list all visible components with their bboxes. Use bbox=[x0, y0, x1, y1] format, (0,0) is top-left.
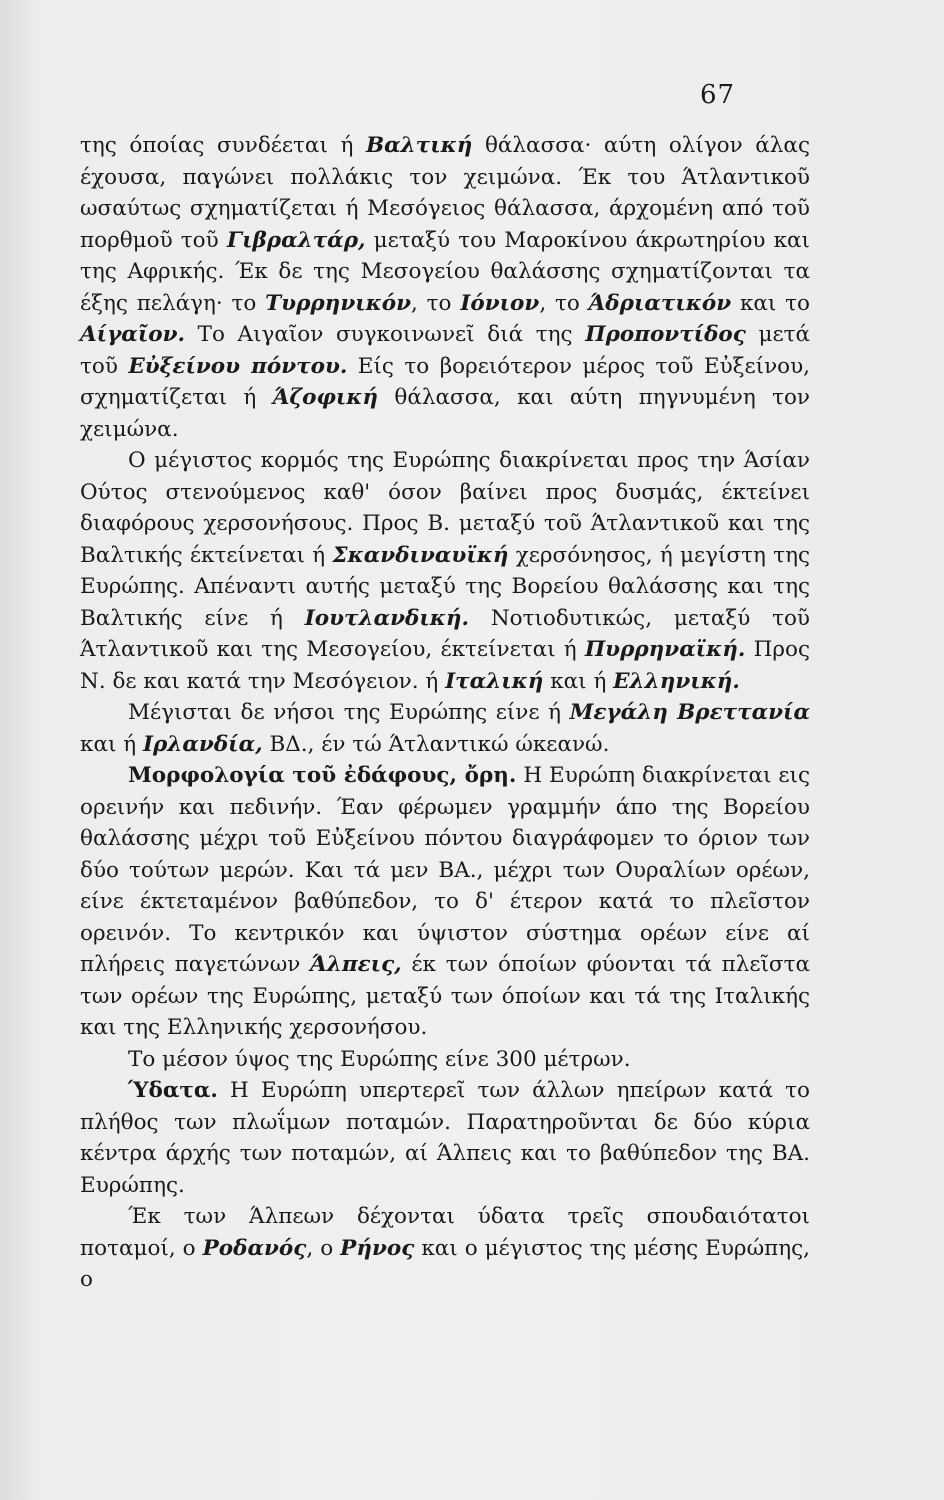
paragraph-peninsulas bbox=[80, 445, 810, 697]
text-run: Το μέσον ύψος της Ευρώπης είνε 300 μέτρων. bbox=[128, 1046, 631, 1072]
text-run: μεταξύ του Μαροκίνου άκρωτηρίου και της Αφρικής. Έκ δε της Μεσογείου θαλάσσης σχηματίζονται τα έξης πελάγη· το bbox=[80, 227, 810, 316]
text-run: και ο μέγιστος της μέσης Ευρώπης, ο bbox=[80, 1235, 810, 1292]
section-heading-waters: Ύδατα. bbox=[128, 1078, 218, 1103]
term-italian: Ιταλική bbox=[445, 668, 544, 694]
term-aegean: Αίγαῖον. bbox=[80, 322, 185, 347]
text-run: , το bbox=[539, 290, 589, 316]
term-rhine: Ρήνος bbox=[340, 1235, 415, 1261]
section-heading-morphology: Μορφολογία τοῦ ἐδάφους, ὄρη. bbox=[128, 763, 517, 788]
term-euxine: Εὐξείνου πόντου. bbox=[128, 353, 348, 379]
text-run: μετά τοῦ bbox=[80, 322, 811, 379]
term-rhone: Ροδανός bbox=[202, 1235, 307, 1261]
term-scandinavian: Σκανδιναυϊκή bbox=[332, 542, 509, 568]
term-pyrenean: Πυρρηναϊκή. bbox=[584, 637, 746, 662]
text-run: θάλασσα· αύτη ολίγον άλας έχουσα, παγώνει πολλάκις τον χειμώνα. Έκ του Άτλαντικοῦ ωσαύτως σχηματίζεται ή Μεσόγειος θάλασσα, άρχομένη από τοῦ πορθμοῦ τοῦ bbox=[80, 133, 810, 253]
paragraph-seas bbox=[80, 130, 810, 445]
text-run: και ή bbox=[80, 731, 143, 757]
paragraph-morphology bbox=[80, 760, 810, 1044]
text-run: Η Ευρώπη διακρίνεται εις ορεινήν και πεδινήν. Έαν φέρωμεν γραμμήν άπο της Βορείου θαλάσσης μέχρι τοῦ Εὐξείνου πόντου διαγράφομεν το όριον των δύο τούτων μερών. Και τά μεν ΒΑ., μέχρι των Ουραλίων ορέων, είνε έκτεταμένον βαθύπεδον, το δ' έτερον κατά το πλεῖστον ορεινόν. Το κεντρικόν και ύψιστον σύστημα ορέων είνε αί πλήρεις παγετώνων bbox=[80, 763, 810, 977]
term-baltic: Βαλτική bbox=[365, 133, 473, 158]
text-run: Η Ευρώπη υπερτερεῖ των άλλων ηπείρων κατά το πλήθος των πλωΐμων ποταμών. Παρατηροῦνται δε δύο κύρια κέντρα άρχής των ποταμών, αί Άλπεις και το βαθύπεδον της ΒΑ. Ευρώπης. bbox=[80, 1078, 810, 1198]
term-adriatic: Άδριατικόν bbox=[588, 290, 732, 316]
term-propontis: Προποντίδος bbox=[585, 322, 746, 347]
text-run: θάλασσα, και αύτη πηγνυμένη τον χειμώνα. bbox=[80, 385, 810, 442]
paragraph-rivers bbox=[80, 1201, 810, 1296]
term-gibraltar: Γιβραλτάρ, bbox=[226, 227, 366, 253]
text-run: Το Αιγαῖον συγκοινωνεῖ διά της bbox=[184, 322, 586, 347]
text-run: της όποίας συνδέεται ή bbox=[80, 133, 366, 158]
text-run: έκ των όποίων φύονται τά πλεῖστα των ορέων της Ευρώπης, μεταξύ των όποίων και τά της Ιταλικής και της Ελληνικής χερσονήσου. bbox=[80, 952, 811, 1040]
text-run: Ο μέγιστος κορμός της Ευρώπης διακρίνεται προς την Άσίαν Ούτος στενούμενος καθ' όσον βαίνει προς δυσμάς, έκτείνει διαφόρους χερσονήσους. Προς Β. μεταξύ τοῦ Άτλαντικοῦ και της Βαλτικής έκτείνεται ή bbox=[80, 448, 810, 568]
term-tyrrhenian: Τυρρηνικόν bbox=[265, 290, 412, 316]
term-ireland: Ιρλανδία, bbox=[142, 731, 263, 757]
term-jutland: Ιουτλανδική. bbox=[304, 605, 470, 631]
page-text bbox=[80, 130, 810, 1296]
term-azov: Άζοφική bbox=[272, 385, 379, 410]
text-run: , ο bbox=[306, 1235, 341, 1261]
text-run: Μέγισται δε νήσοι της Ευρώπης είνε ή bbox=[128, 700, 570, 725]
paragraph-mean-height bbox=[80, 1044, 810, 1076]
text-run: Είς το βορειότερον μέρος τοῦ Εὐξείνου, σχηματίζεται ή bbox=[80, 353, 810, 410]
text-run: και το bbox=[731, 290, 810, 316]
term-great-britain: Μεγάλη Βρεττανία bbox=[569, 700, 810, 725]
page-number: 67 bbox=[700, 80, 736, 110]
term-alps: Άλπεις, bbox=[310, 952, 402, 977]
paragraph-islands bbox=[80, 697, 810, 760]
text-run: Προς Ν. δε και κατά την Μεσόγειον. ή bbox=[80, 637, 810, 694]
text-run: Νοτιοδυτικώς, μεταξύ τοῦ Άτλαντικοῦ και της Μεσογείου, έκτείνεται ή bbox=[80, 605, 810, 662]
text-run: ΒΔ., έν τώ Άτλαντικώ ώκεανώ. bbox=[262, 731, 610, 757]
term-greek: Ελληνική. bbox=[613, 668, 740, 694]
paragraph-waters bbox=[80, 1075, 810, 1201]
text-run: και ή bbox=[543, 668, 614, 694]
text-run: Έκ των Άλπεων δέχονται ύδατα τρεῖς σπουδαιότατοι ποταμοί, ο bbox=[80, 1204, 810, 1261]
text-run: , το bbox=[411, 290, 461, 316]
text-run: χερσόνησος, ή μεγίστη της Ευρώπης. Απέναντι αυτής μεταξύ της Βορείου θαλάσσης και της Βαλτικής είνε ή bbox=[80, 542, 810, 631]
term-ionian: Ιόνιον bbox=[460, 290, 540, 316]
